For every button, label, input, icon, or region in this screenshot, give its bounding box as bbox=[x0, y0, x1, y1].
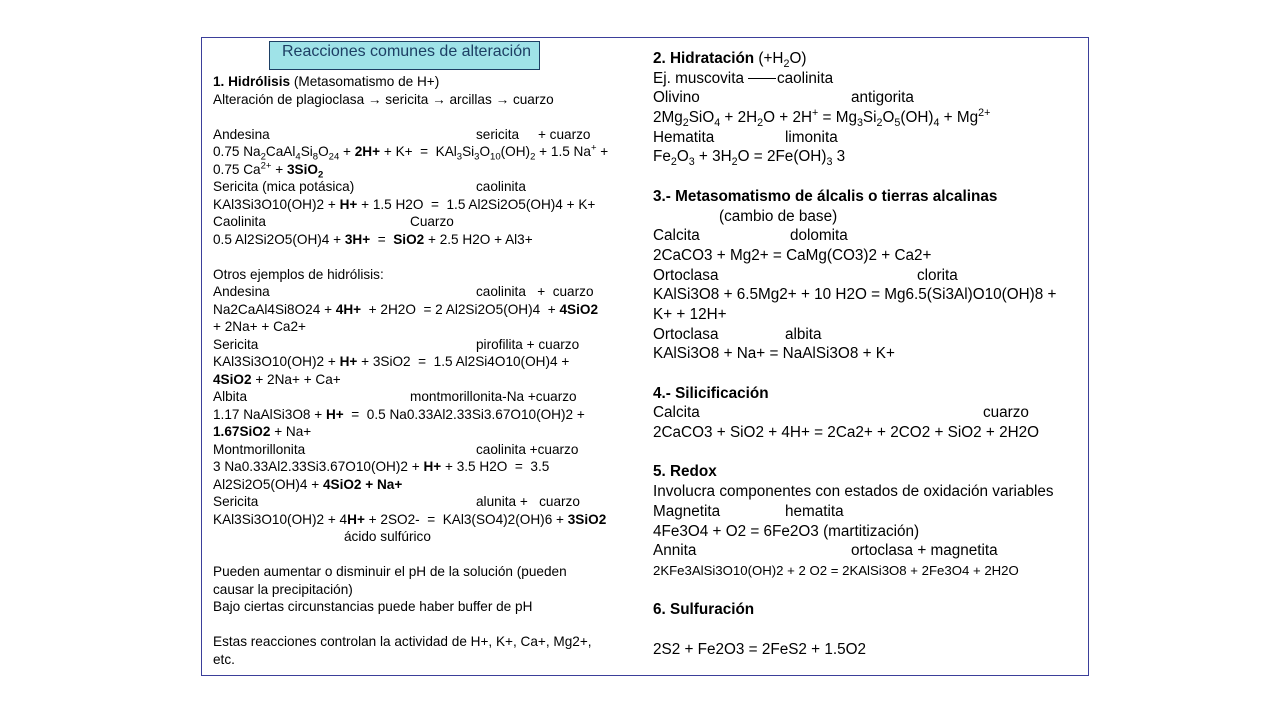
eq-sub: 2 bbox=[317, 169, 324, 181]
eq-part: Si bbox=[300, 144, 313, 159]
olivino-labels bbox=[653, 88, 1056, 108]
products-label: clorita bbox=[917, 266, 958, 284]
calcita-labels bbox=[653, 226, 1056, 246]
eq-part: + 3H bbox=[694, 148, 732, 166]
andesina2-labels bbox=[213, 283, 608, 301]
eq-part: KAl3Si3O10(OH)2 + bbox=[213, 196, 340, 212]
equation-4-cont: + 2Na+ + Ca2+ bbox=[213, 319, 306, 334]
involucra-text: Involucra componentes con estados de oxidación variables bbox=[653, 483, 1054, 501]
eq-sub: 24 bbox=[328, 151, 340, 163]
eq-bold: H+ bbox=[423, 459, 442, 474]
eq-part: + K+ = KAl bbox=[380, 144, 457, 159]
eq-sup: 2+ bbox=[978, 106, 991, 119]
magnetita-labels bbox=[653, 502, 1056, 522]
eq-part: Al2Si2O5(OH)4 + bbox=[213, 476, 323, 492]
eq-bold: 3SiO2 bbox=[567, 511, 607, 527]
eq-part: 3 Na0.33Al2.33Si3.67O10(OH)2 + bbox=[213, 459, 424, 474]
mineral-label: Ortoclasa bbox=[653, 266, 719, 284]
equation-12: KAlSi3O8 + 6.5Mg2+ + 10 H2O = Mg6.5(Si3Al)O10(OH)8 + bbox=[653, 286, 1057, 304]
mineral-label: Magnetita bbox=[653, 502, 721, 520]
eq-sub: 2 bbox=[682, 117, 689, 130]
eq-part: + bbox=[271, 161, 287, 177]
ej-product: caolinita bbox=[776, 69, 834, 87]
mineral-label: Montmorillonita bbox=[213, 441, 306, 457]
eq-sub: 4 bbox=[295, 151, 301, 163]
equation-7-cont bbox=[213, 476, 608, 494]
buffer-text: Bajo ciertas circunstancias puede haber buffer de pH bbox=[213, 599, 533, 614]
eq-part: (+H bbox=[754, 50, 784, 67]
mineral-label: Hematita bbox=[653, 128, 715, 146]
eq-part: Si bbox=[862, 109, 877, 127]
equation-3 bbox=[213, 231, 608, 249]
mineral-label: Olivino bbox=[653, 89, 700, 107]
hidratacion-heading: 2. Hidratación bbox=[653, 50, 755, 67]
eq-part: (OH) bbox=[500, 144, 531, 159]
products-label: ortoclasa + magnetita bbox=[851, 542, 998, 560]
eq-part: = 0.5 Na0.33Al2.33Si3.67O10(OH)2 + bbox=[343, 406, 585, 422]
eq-part: + 1.5 Na bbox=[535, 144, 591, 159]
eq-sub: 2 bbox=[783, 58, 790, 71]
control-text-1: Estas reacciones controlan la actividad de H+, K+, Ca+, Mg2+, bbox=[213, 634, 592, 649]
mineral-label: Andesina bbox=[213, 284, 270, 299]
equation-7 bbox=[213, 458, 608, 476]
right-column bbox=[653, 49, 1056, 659]
eq-part: 0.75 Na bbox=[213, 144, 261, 159]
products-label: caolinita +cuarzo bbox=[476, 441, 579, 457]
eq-sup: 2+ bbox=[260, 159, 272, 171]
eq-part: Si bbox=[462, 144, 475, 159]
hidrolisis-subtitle: (Metasomatismo de H+) bbox=[290, 74, 440, 89]
eq-part: O + 2H bbox=[763, 109, 813, 127]
eq-sub: 5 bbox=[894, 117, 901, 130]
equation-16: 2KFe3AlSi3O10(OH)2 + 2 O2 = 2KAlSi3O8 + 2Fe3O4 + 2H2O bbox=[653, 562, 1019, 578]
eq-part: 3 bbox=[832, 148, 846, 166]
eq-part: + 1.5 H2O = 1.5 Al2Si2O5(OH)4 + K+ bbox=[357, 196, 596, 212]
eq-part: Na2CaAl4Si8O24 + bbox=[213, 301, 336, 317]
eq-bold: 4SiO2 bbox=[213, 371, 252, 387]
mineral-label: Ortoclasa bbox=[653, 325, 719, 343]
eq-part: = Mg bbox=[818, 109, 857, 127]
eq-part: + 2Na+ + Ca+ bbox=[251, 371, 341, 387]
mineral-label: Sericita bbox=[213, 494, 259, 509]
products-label: limonita bbox=[785, 128, 838, 146]
equation-12-cont: K+ + 12H+ bbox=[653, 305, 727, 323]
acido-label bbox=[213, 528, 608, 546]
eq-bold: 4H+ bbox=[335, 301, 362, 317]
eq-part: + Mg bbox=[939, 109, 979, 127]
equation-5 bbox=[213, 353, 608, 371]
eq-part: SiO bbox=[688, 109, 715, 127]
equation-13: KAlSi3O8 + Na+ = NaAlSi3O8 + K+ bbox=[653, 345, 895, 363]
cambio-text: (cambio de base) bbox=[719, 207, 838, 225]
mineral-label: Andesina bbox=[213, 126, 270, 142]
eq-sub: 3 bbox=[688, 156, 695, 169]
eq-part: + Na+ bbox=[270, 424, 312, 439]
andesina-labels bbox=[213, 126, 608, 144]
equation-2 bbox=[213, 196, 608, 214]
sericita-labels bbox=[213, 178, 608, 196]
products-label: hematita bbox=[785, 502, 844, 520]
products-label: antigorita bbox=[851, 89, 914, 107]
eq-bold: H+ bbox=[347, 511, 365, 527]
equation-6 bbox=[213, 406, 608, 424]
ejemplo-line bbox=[653, 69, 1056, 89]
ph-text-2: causar la precipitación) bbox=[213, 581, 353, 597]
eq-part: + 2SO2- = KAl3(SO4)2(OH)6 + bbox=[364, 511, 568, 527]
hidrolisis-heading-line bbox=[213, 73, 608, 91]
eq-sub: 3 bbox=[456, 151, 463, 163]
reaction-arrow bbox=[748, 78, 776, 79]
hidratacion-heading-line bbox=[653, 49, 1056, 69]
mineral-label: Albita bbox=[213, 389, 248, 404]
products-label: caolinita bbox=[476, 179, 526, 194]
equation-17: 2S2 + Fe2O3 = 2FeS2 + 1.5O2 bbox=[653, 640, 867, 658]
eq-part: O = 2Fe(OH) bbox=[737, 148, 827, 166]
eq-bold: 1.67SiO2 bbox=[213, 424, 271, 439]
redox-heading: 5. Redox bbox=[653, 463, 717, 481]
eq-bold: SiO2 bbox=[393, 231, 425, 247]
eq-bold: H+ bbox=[325, 406, 344, 422]
eq-sub: 2 bbox=[530, 151, 536, 163]
products-label: caolinita + cuarzo bbox=[476, 284, 594, 299]
eq-part: CaAl bbox=[265, 144, 296, 159]
ortoclasa2-labels bbox=[653, 325, 1056, 345]
eq-part: 0.5 Al2Si2O5(OH)4 + bbox=[213, 231, 345, 247]
eq-bold: 4SiO2 bbox=[559, 301, 599, 317]
eq-sub: 3 bbox=[856, 117, 863, 130]
equation-15: 4Fe3O4 + O2 = 6Fe2O3 (martitización) bbox=[653, 522, 920, 540]
slide-title: Reacciones comunes de alteración bbox=[269, 41, 540, 70]
eq-part: + 2H2O = 2 Al2Si2O5(OH)4 + bbox=[361, 301, 560, 317]
eq-part: O bbox=[318, 144, 329, 159]
otros-ejemplos: Otros ejemplos de hidrólisis: bbox=[213, 266, 384, 282]
equation-9 bbox=[653, 108, 1056, 128]
mineral-label: Sericita (mica potásica) bbox=[213, 179, 355, 194]
equation-10 bbox=[653, 147, 1056, 167]
mineral-label: Calcita bbox=[653, 404, 700, 422]
ej-text: Ej. muscovita bbox=[653, 69, 744, 87]
equation-1-cont bbox=[213, 161, 608, 179]
eq-part: + 2.5 H2O + Al3+ bbox=[424, 231, 533, 247]
eq-part: (OH) bbox=[900, 109, 934, 127]
acido-text: ácido sulfúrico bbox=[344, 529, 431, 544]
products-label: Cuarzo bbox=[410, 214, 454, 229]
annita-labels bbox=[653, 541, 1056, 561]
alteracion-text: Alteración de plagioclasa → sericita → arcillas → cuarzo bbox=[213, 91, 554, 107]
eq-sub: 2 bbox=[876, 117, 883, 130]
eq-part: + bbox=[596, 144, 609, 159]
eq-part: Fe bbox=[653, 148, 671, 166]
albita-labels bbox=[213, 388, 608, 406]
eq-part: + 3.5 H2O = 3.5 bbox=[441, 459, 550, 474]
eq-bold: H+ bbox=[339, 354, 358, 369]
sulfuracion-heading: 6. Sulfuración bbox=[653, 601, 755, 619]
eq-part: + 2H bbox=[720, 109, 758, 127]
equation-14: 2CaCO3 + SiO2 + 4H+ = 2Ca2+ + 2CO2 + SiO2 + 2H2O bbox=[653, 424, 1040, 442]
sericita2-labels bbox=[213, 336, 608, 354]
eq-bold: 2H+ bbox=[354, 144, 381, 159]
sericita3-labels bbox=[213, 493, 608, 511]
eq-part: + bbox=[339, 144, 355, 159]
eq-sub: 2 bbox=[757, 117, 764, 130]
mineral-label: Calcita bbox=[653, 227, 700, 245]
montmorillonita-labels bbox=[213, 441, 608, 459]
products-label: albita bbox=[785, 325, 822, 343]
eq-part: O) bbox=[789, 50, 807, 67]
equation-11: 2CaCO3 + Mg2+ = CaMg(CO3)2 + Ca2+ bbox=[653, 246, 932, 264]
eq-sub: 4 bbox=[714, 117, 721, 130]
hidrolisis-heading: 1. Hidrólisis bbox=[213, 74, 291, 89]
ortoclasa-labels bbox=[653, 266, 1056, 286]
equation-5-cont bbox=[213, 371, 608, 389]
left-column bbox=[213, 73, 608, 668]
eq-bold: 3H+ bbox=[344, 231, 371, 247]
eq-part: + 3SiO2 = 1.5 Al2Si4O10(OH)4 + bbox=[357, 354, 570, 369]
mineral-label: Sericita bbox=[213, 336, 259, 352]
eq-sub: 8 bbox=[312, 151, 319, 163]
equation-8 bbox=[213, 511, 608, 529]
products-label: sericita + cuarzo bbox=[476, 126, 591, 142]
caolinita-labels bbox=[213, 213, 608, 231]
eq-bold: H+ bbox=[339, 196, 358, 212]
eq-part: O bbox=[882, 109, 895, 127]
eq-part: 1.17 NaAlSi3O8 + bbox=[213, 406, 326, 422]
mineral-label: Annita bbox=[653, 542, 697, 560]
products-label: montmorillonita-Na +cuarzo bbox=[410, 389, 577, 404]
metasomatismo-heading: 3.- Metasomatismo de álcalis o tierras alcalinas bbox=[653, 187, 998, 205]
eq-part: O bbox=[676, 148, 689, 166]
eq-sup: + bbox=[590, 142, 597, 154]
equation-6-cont bbox=[213, 423, 608, 441]
cambio-de-base bbox=[653, 207, 1056, 227]
products-label: dolomita bbox=[790, 227, 848, 245]
mineral-label: Caolinita bbox=[213, 214, 266, 229]
hematita-labels bbox=[653, 128, 1056, 148]
eq-part: KAl3Si3O10(OH)2 + bbox=[213, 354, 340, 369]
eq-sub: 2 bbox=[731, 156, 738, 169]
eq-sub: 4 bbox=[933, 117, 940, 130]
eq-bold: 3SiO bbox=[286, 161, 318, 177]
eq-sup: + bbox=[812, 106, 819, 119]
ph-text-1: Pueden aumentar o disminuir el pH de la solución (pueden bbox=[213, 564, 567, 579]
products-label: pirofilita + cuarzo bbox=[476, 336, 580, 352]
eq-part: KAl3Si3O10(OH)2 + 4 bbox=[213, 511, 348, 527]
eq-part: = bbox=[370, 231, 394, 247]
eq-part: 0.75 Ca bbox=[213, 161, 261, 177]
eq-sub: 2 bbox=[260, 151, 266, 163]
eq-sub: 2 bbox=[670, 156, 677, 169]
silicificacion-heading: 4.- Silicificación bbox=[653, 384, 769, 402]
products-label: alunita + cuarzo bbox=[476, 494, 580, 509]
eq-sub: 3 bbox=[474, 151, 480, 163]
equation-1 bbox=[213, 143, 608, 161]
eq-bold: 4SiO2 + Na+ bbox=[322, 476, 403, 492]
eq-sub: 3 bbox=[826, 156, 833, 169]
eq-sub: 10 bbox=[490, 151, 501, 163]
eq-part: 2Mg bbox=[653, 109, 683, 127]
calcita2-labels bbox=[653, 403, 1056, 423]
eq-part: O bbox=[479, 144, 491, 159]
equation-4 bbox=[213, 301, 608, 319]
products-label: cuarzo bbox=[983, 404, 1029, 422]
control-text-2: etc. bbox=[213, 651, 235, 667]
